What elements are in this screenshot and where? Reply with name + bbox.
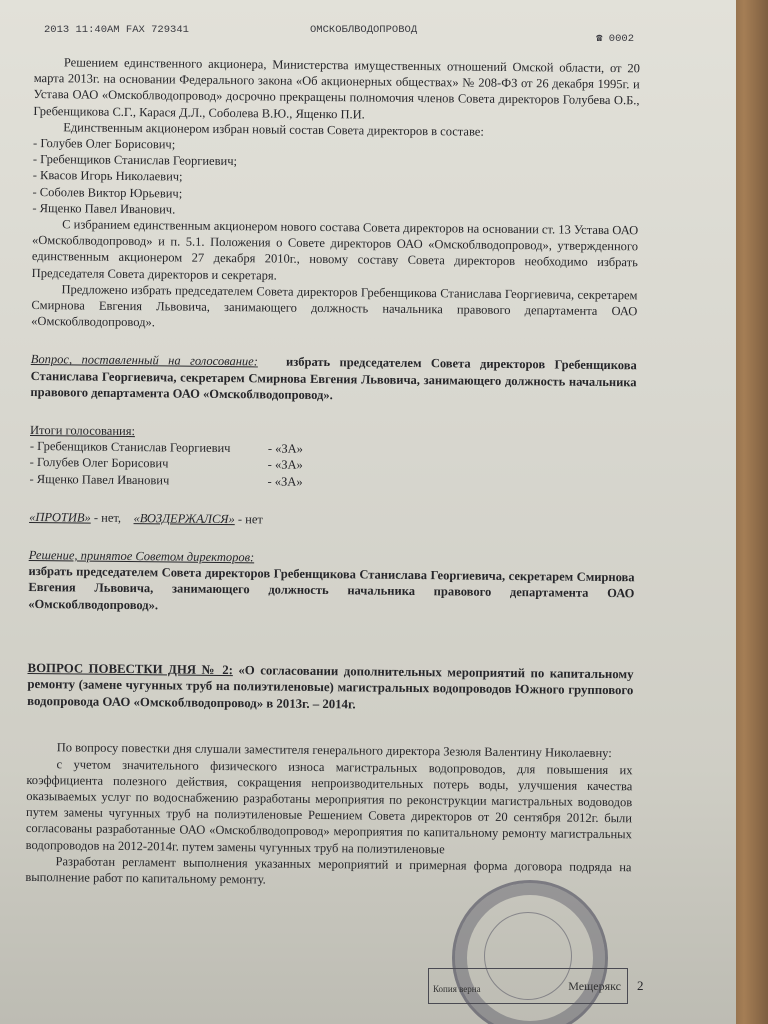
fax-header-left: 2013 11:40AM FAX 729341 xyxy=(44,24,189,36)
fax-header-sender: ОМСКОБЛВОДОПРОВОД xyxy=(310,24,418,36)
board-decision-label: Решение, принятое Советом директоров: xyxy=(28,548,255,565)
voting-results xyxy=(29,422,636,493)
copy-certification-box xyxy=(428,968,628,1004)
document-body xyxy=(25,54,640,892)
intro-paragraph-4: Предложено избрать председателем Совета директоров Гребенщикова Станислава Георгиевича, секретарем Смирнова Евгения Львовича, занимающего должность начальника правового департамента ОАО «Омскоблводопровод». xyxy=(31,282,638,330)
board-member: - Голубев Олег Борисович; xyxy=(32,136,176,152)
intro-paragraph-1: Решением единственного акционера, Министерства имущественных отношений Омской области, от 20 марта 2013г. на основании Федерального закона «Об акционерных обществах» № 208-ФЗ от 26 декабря 1995г. и Устава ОАО «Омскоблводопровод» досрочно прекращены полномочия членов Совета директоров Голубева О.Б., Гребенщикова С.Г., Карася Д.Л., Соболева В.Ю., Ященко П.И. xyxy=(33,55,640,122)
voter-name: - Голубев Олег Борисович xyxy=(29,455,169,471)
vote-value: - «ЗА» xyxy=(267,474,303,489)
agenda-item-2 xyxy=(27,660,633,716)
intro-paragraph-3: С избранием единственным акционером нового состава Совета директоров на основании ст. 13 Устава ОАО «Омскоблводопровод» и п. 5.1. Положения о Совете директоров ОАО «Омскоблводопровод», утвержденного единственным акционером 27 декабря 2010г., новому составу Совета директоров необходимо избрать Председателя Совета директоров и секретаря. xyxy=(31,217,639,283)
voting-question-text: избрать председателем Совета директоров Гребенщикова Станислава Георгиевича, секретарем Смирнова Евгения Львовича, занимающего должность начальника правового департамента ОАО «Омскоблводопровод». xyxy=(30,355,637,403)
board-member: - Соболев Виктор Юрьевич; xyxy=(32,184,183,201)
discussion-paragraph-2: с учетом значительного физического износа магистральных водопроводов, для повышения их коэффициента полезного действия, сокращения непроизводительных потерь воды, улучшения качества оказываемых услуг по водоснабжению разработаны мероприятия по реконструкции магистральных водоводов путем замены чугунных труб на полиэтиленовые Решением Совета директоров от 20 сентября 2012г. были согласованы разработанные ОАО «Омскоблводопровод» мероприятия по капитальному ремонту магистральных водопроводов на 2012-2014г. путем замены чугунных труб на полиэтиленовые xyxy=(25,756,633,856)
signature-name: Мещерякс xyxy=(568,979,621,993)
abstain-label: «ВОЗДЕРЖАЛСЯ» xyxy=(133,510,235,527)
board-decision-text: избрать председателем Совета директоров Гребенщикова Станислава Георгиевича, секретарем Смирнова Евгения Львовича, занимающего должность начальника правового департамента ОАО «Омскоблводопровод». xyxy=(28,564,635,613)
page-number: 2 xyxy=(637,978,644,993)
abstain-value: - нет xyxy=(234,512,263,527)
voter-name: - Ященко Павел Иванович xyxy=(29,471,170,488)
discussion-paragraph-1: По вопросу повестки дня слушали заместителя генерального директора Зезюля Валентину Николаевну: xyxy=(56,740,612,761)
board-members-list xyxy=(32,135,639,222)
discussion-paragraph-3: Разработан регламент выполнения указанных мероприятий и примерная форма договора подряда на выполнение работ по капитальному ремонту. xyxy=(25,854,632,887)
board-member: - Гребенщиков Станислав Георгиевич; xyxy=(32,152,238,169)
fax-header xyxy=(44,22,634,44)
vote-value: - «ЗА» xyxy=(267,441,304,457)
agenda-item-2-text: «О согласовании дополнительных мероприятий по капитальному ремонту (замене чугунных труб на полиэтиленовые) магистральных водопроводов Южного группового водопровода ОАО «Омскоблводопровод» в 2013г. – 2014г. xyxy=(27,663,634,712)
agenda-item-2-label: ВОПРОС ПОВЕСТКИ ДНЯ № 2: xyxy=(27,660,233,678)
voting-question-label: Вопрос, поставленный на голосование: xyxy=(30,352,259,369)
against-value: - нет, xyxy=(90,510,122,525)
voter-name: - Гребенщиков Станислав Георгиевич xyxy=(29,439,231,456)
board-decision xyxy=(28,547,635,618)
voting-question xyxy=(30,351,636,406)
intro-paragraph-2: Единственным акционером избран новый состав Совета директоров в составе: xyxy=(63,120,484,139)
vote-value: - «ЗА» xyxy=(267,457,303,473)
board-member: - Ященко Павел Иванович. xyxy=(32,200,176,217)
against-label: «ПРОТИВ» xyxy=(29,509,91,525)
fax-header-page: ☎ 0002 xyxy=(596,33,634,45)
voting-results-label: Итоги голосования: xyxy=(29,423,136,439)
board-member: - Квасов Игорь Николаевич; xyxy=(32,168,183,184)
copy-certification-label: Копия верна xyxy=(433,984,481,994)
